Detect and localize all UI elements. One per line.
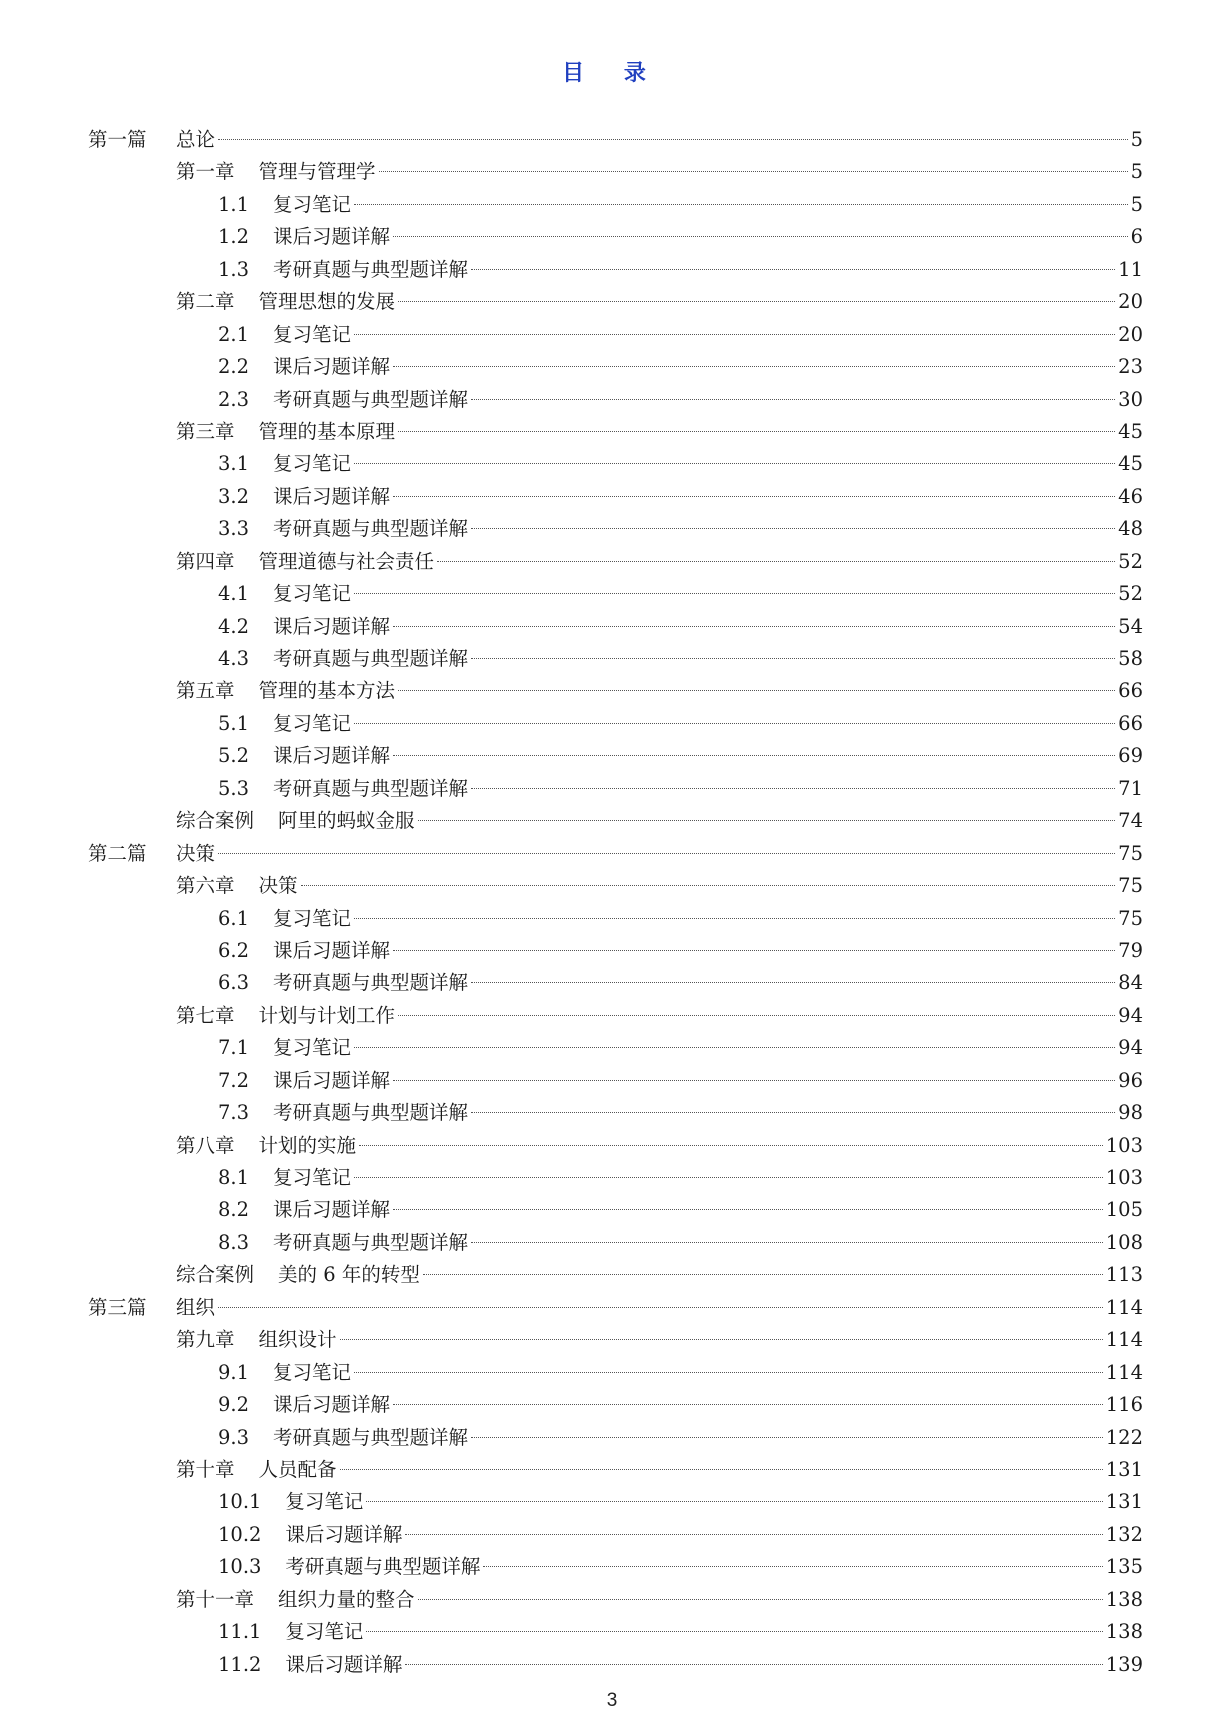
toc-entry-number: 8.3	[218, 1230, 250, 1254]
dot-leader	[354, 1047, 1115, 1048]
toc-entry-number: 5.1	[218, 711, 250, 735]
toc-entry[interactable]	[88, 1292, 1143, 1324]
dot-leader	[471, 1112, 1115, 1113]
toc-entry[interactable]	[88, 254, 1143, 286]
toc-entry-label: 复习笔记	[273, 711, 352, 735]
dot-leader	[218, 139, 1128, 140]
toc-entry[interactable]	[88, 1227, 1143, 1259]
toc-entry-label: 管理的基本原理	[258, 419, 396, 443]
toc-entry-number: 9.2	[218, 1393, 250, 1417]
toc-entry-label: 复习笔记	[273, 1360, 352, 1384]
dot-leader	[418, 1599, 1103, 1600]
toc-entry-number: 6.2	[218, 938, 250, 962]
toc-entry-page: 5	[1130, 192, 1143, 216]
toc-entry-page: 74	[1118, 809, 1143, 833]
toc-entry-page: 69	[1118, 744, 1143, 768]
toc-entry-number: 9.1	[218, 1360, 250, 1384]
toc-entry-label: 考研真题与典型题详解	[273, 387, 469, 411]
dot-leader	[366, 1501, 1102, 1502]
toc-entry-page: 45	[1118, 419, 1143, 443]
toc-entry-label: 课后习题详解	[273, 355, 391, 379]
toc-entry-label: 考研真题与典型题详解	[285, 1555, 481, 1579]
toc-entry-page: 96	[1118, 1068, 1143, 1092]
toc-entry-label: 课后习题详解	[273, 1198, 391, 1222]
toc-entry-label: 复习笔记	[273, 452, 352, 476]
toc-entry-page: 75	[1118, 906, 1143, 930]
toc-entry-number: 10.2	[218, 1522, 262, 1546]
dot-leader	[471, 269, 1115, 270]
toc-entry[interactable]	[88, 1032, 1143, 1064]
dot-leader	[354, 593, 1115, 594]
toc-entry-page: 138	[1105, 1587, 1143, 1611]
toc-entry-page: 103	[1105, 1133, 1143, 1157]
dot-leader	[471, 788, 1115, 789]
toc-entry-number: 8.2	[218, 1198, 250, 1222]
dot-leader	[340, 1339, 1103, 1340]
toc-entry[interactable]	[88, 1649, 1143, 1681]
toc-entry[interactable]	[88, 286, 1143, 318]
toc-entry-number: 第六章	[176, 874, 235, 898]
toc-entry[interactable]	[88, 1616, 1143, 1648]
toc-entry-page: 66	[1118, 711, 1143, 735]
toc-entry[interactable]	[88, 643, 1143, 675]
toc-entry-label: 复习笔记	[273, 1166, 352, 1189]
toc-entry-number: 9.3	[218, 1425, 250, 1449]
toc-entry[interactable]	[88, 319, 1143, 351]
toc-entry-number: 4.3	[218, 647, 250, 670]
toc-entry-label: 课后习题详解	[273, 1393, 391, 1417]
dot-leader	[471, 982, 1115, 983]
toc-entry-label: 组织力量的整合	[278, 1587, 415, 1611]
toc-entry-number: 10.1	[218, 1490, 262, 1514]
toc-entry[interactable]	[88, 1259, 1143, 1291]
toc-entry-number: 3.3	[218, 517, 250, 541]
toc-entry-number: 2.2	[218, 355, 250, 379]
toc-entry-number: 第七章	[176, 1003, 235, 1027]
toc-entry-number: 1.3	[218, 257, 250, 281]
toc-entry-label: 复习笔记	[285, 1620, 364, 1644]
toc-entry-page: 46	[1118, 484, 1143, 508]
toc-entry-number: 第二篇	[88, 841, 147, 865]
dot-leader	[418, 820, 1116, 821]
toc-entry[interactable]	[88, 1162, 1143, 1194]
toc-entry-number: 4.2	[218, 614, 250, 638]
toc-entry[interactable]	[88, 481, 1143, 513]
toc-entry-page: 116	[1105, 1393, 1143, 1417]
toc-entry-label: 复习笔记	[273, 582, 352, 606]
toc-entry[interactable]	[88, 189, 1143, 221]
toc-entry-label: 决策	[258, 874, 298, 898]
toc-entry-number: 8.1	[218, 1166, 250, 1189]
dot-leader	[471, 399, 1115, 400]
toc-entry-number: 第一篇	[88, 128, 147, 151]
toc-entry-page: 114	[1105, 1360, 1143, 1384]
toc-entry-label: 考研真题与典型题详解	[273, 647, 469, 670]
toc-entry-number: 1.1	[218, 192, 250, 216]
toc-entry-number: 7.3	[218, 1101, 250, 1125]
toc-entry-label: 管理与管理学	[258, 160, 376, 184]
toc-entry-label: 考研真题与典型题详解	[273, 1230, 469, 1254]
toc-entry[interactable]	[88, 903, 1143, 935]
dot-leader	[393, 1209, 1103, 1210]
toc-entry-page: 75	[1118, 841, 1143, 865]
toc-entry-number: 7.1	[218, 1036, 250, 1060]
toc-entry-page: 20	[1118, 322, 1143, 346]
toc-entry[interactable]	[88, 416, 1143, 448]
dot-leader	[340, 1469, 1103, 1470]
toc-entry[interactable]	[88, 675, 1143, 707]
toc-entry[interactable]	[88, 1584, 1143, 1616]
toc-entry-page: 138	[1105, 1620, 1143, 1644]
toc-entry-label: 考研真题与典型题详解	[273, 971, 469, 995]
toc-entry-label: 考研真题与典型题详解	[273, 1101, 469, 1125]
toc-entry-label: 阿里的蚂蚁金服	[278, 809, 415, 833]
toc-entry-page: 113	[1105, 1263, 1143, 1287]
toc-entry-number: 11.2	[218, 1652, 262, 1676]
dot-leader	[437, 561, 1115, 562]
toc-entry-label: 考研真题与典型题详解	[273, 517, 469, 541]
toc-entry-number: 第九章	[176, 1328, 235, 1352]
toc-entry[interactable]	[88, 1130, 1143, 1162]
toc-entry-label: 复习笔记	[273, 906, 352, 930]
dot-leader	[354, 1177, 1103, 1178]
dot-leader	[471, 658, 1115, 659]
dot-leader	[354, 918, 1115, 919]
toc-entry[interactable]	[88, 1065, 1143, 1097]
toc-entry[interactable]	[88, 1357, 1143, 1389]
toc-entry[interactable]	[88, 773, 1143, 805]
toc-entry-number: 第十章	[176, 1457, 235, 1481]
dot-leader	[405, 1534, 1102, 1535]
toc-entry-page: 135	[1105, 1555, 1143, 1579]
toc-entry-label: 考研真题与典型题详解	[273, 257, 469, 281]
toc-entry-label: 考研真题与典型题详解	[273, 776, 469, 800]
toc-entry-label: 考研真题与典型题详解	[273, 1425, 469, 1449]
dot-leader	[483, 1566, 1102, 1567]
toc-entry-page: 52	[1118, 582, 1143, 606]
dot-leader	[393, 1404, 1103, 1405]
toc-entry-page: 66	[1118, 679, 1143, 703]
toc-entry-page: 58	[1118, 647, 1143, 670]
toc-entry-page: 94	[1118, 1036, 1143, 1060]
toc-entry-number: 2.1	[218, 322, 250, 346]
toc-entry-number: 6.3	[218, 971, 250, 995]
dot-leader	[393, 950, 1115, 951]
toc-entry-number: 综合案例	[176, 1263, 255, 1287]
toc-entry[interactable]	[88, 448, 1143, 480]
toc-entry-page: 30	[1118, 387, 1143, 411]
toc-entry-page: 84	[1118, 971, 1143, 995]
toc-entry-number: 1.2	[218, 225, 250, 249]
toc-entry-page: 108	[1105, 1230, 1143, 1254]
toc-entry-label: 计划的实施	[258, 1133, 357, 1157]
dot-leader	[423, 1274, 1103, 1275]
toc-entry-label: 管理道德与社会责任	[258, 549, 435, 573]
toc-entry-number: 第十一章	[176, 1587, 255, 1611]
toc-entry-label: 课后习题详解	[285, 1522, 403, 1546]
dot-leader	[359, 1145, 1103, 1146]
dot-leader	[393, 626, 1115, 627]
toc-entry[interactable]	[88, 740, 1143, 772]
toc-entry-page: 6	[1130, 225, 1143, 249]
toc-entry-page: 20	[1118, 290, 1143, 314]
toc-entry-page: 45	[1118, 452, 1143, 476]
dot-leader	[354, 723, 1115, 724]
toc-entry-page: 48	[1118, 517, 1143, 541]
toc-entry[interactable]	[88, 838, 1143, 870]
toc-entry-label: 课后习题详解	[285, 1652, 403, 1676]
toc-entry-number: 3.1	[218, 452, 250, 476]
toc-entry-label: 课后习题详解	[273, 744, 391, 768]
toc-entry-page: 122	[1105, 1425, 1143, 1449]
toc-entry[interactable]	[88, 611, 1143, 643]
toc-entry-page: 114	[1105, 1295, 1143, 1319]
toc-entry-label: 决策	[176, 841, 216, 865]
toc-entry-page: 94	[1118, 1003, 1143, 1027]
toc-entry-number: 4.1	[218, 582, 250, 606]
toc-entry-page: 54	[1118, 614, 1143, 638]
toc-entry[interactable]	[88, 708, 1143, 740]
toc-entry-page: 114	[1105, 1328, 1143, 1352]
toc-entry[interactable]	[88, 156, 1143, 188]
toc-entry-page: 23	[1118, 355, 1143, 379]
toc-entry-page: 5	[1130, 160, 1143, 184]
toc-entry-number: 5.2	[218, 744, 250, 768]
dot-leader	[393, 1080, 1115, 1081]
toc-entry[interactable]	[88, 967, 1143, 999]
toc-entry-number: 第一章	[176, 160, 235, 184]
toc-entry[interactable]	[88, 805, 1143, 837]
toc-entry[interactable]	[88, 1551, 1143, 1583]
toc-entry-label: 复习笔记	[273, 1036, 352, 1060]
toc-entry-label: 计划与计划工作	[258, 1003, 396, 1027]
dot-leader	[366, 1631, 1102, 1632]
toc-entry[interactable]	[88, 1000, 1143, 1032]
toc-entry-page: 132	[1105, 1522, 1143, 1546]
toc-entry-label: 人员配备	[258, 1457, 337, 1481]
toc-entry[interactable]	[88, 578, 1143, 610]
toc-entry-page: 75	[1118, 874, 1143, 898]
dot-leader	[379, 171, 1128, 172]
toc-entry-page: 131	[1105, 1490, 1143, 1514]
toc-entry[interactable]	[88, 513, 1143, 545]
dot-leader	[354, 1372, 1103, 1373]
toc-entry-page: 103	[1105, 1166, 1143, 1189]
dot-leader	[354, 204, 1128, 205]
toc-entry-number: 第八章	[176, 1133, 235, 1157]
dot-leader	[471, 528, 1115, 529]
toc-entry[interactable]	[88, 546, 1143, 578]
toc-entry-number: 2.3	[218, 387, 250, 411]
toc-entry-label: 美的 6 年的转型	[278, 1263, 420, 1287]
toc-entry-label: 组织设计	[258, 1328, 337, 1352]
dot-leader	[393, 755, 1115, 756]
toc-entry-number: 第四章	[176, 549, 235, 573]
toc-entry-number: 3.2	[218, 484, 250, 508]
toc-entry-page: 98	[1118, 1101, 1143, 1125]
toc-entry[interactable]	[88, 1519, 1143, 1551]
toc-entry-page: 5	[1130, 128, 1143, 151]
dot-leader	[218, 1307, 1103, 1308]
toc-entry-label: 组织	[176, 1295, 216, 1319]
toc-entry[interactable]	[88, 935, 1143, 967]
toc-entry-page: 11	[1118, 257, 1143, 281]
toc-entry-label: 管理思想的发展	[258, 290, 396, 314]
toc-entry-label: 课后习题详解	[273, 484, 391, 508]
dot-leader	[354, 463, 1115, 464]
table-of-contents	[88, 124, 1143, 1681]
dot-leader	[393, 236, 1128, 237]
toc-title: 目 录	[562, 61, 662, 86]
toc-entry[interactable]	[88, 124, 1143, 156]
toc-entry-page: 131	[1105, 1457, 1143, 1481]
toc-entry-label: 复习笔记	[285, 1490, 364, 1514]
toc-entry[interactable]	[88, 1324, 1143, 1356]
toc-entry-label: 课后习题详解	[273, 938, 391, 962]
toc-entry-label: 管理的基本方法	[258, 679, 396, 703]
toc-entry-number: 11.1	[218, 1620, 262, 1644]
toc-entry[interactable]	[88, 1454, 1143, 1486]
dot-leader	[398, 301, 1115, 302]
toc-entry-number: 10.3	[218, 1555, 262, 1579]
toc-entry-number: 第三篇	[88, 1295, 147, 1319]
dot-leader	[393, 496, 1115, 497]
toc-entry-number: 第三章	[176, 419, 235, 443]
toc-entry[interactable]	[88, 384, 1143, 416]
toc-entry[interactable]	[88, 351, 1143, 383]
toc-entry-page: 71	[1118, 776, 1143, 800]
toc-entry[interactable]	[88, 1194, 1143, 1226]
dot-leader	[471, 1437, 1103, 1438]
dot-leader	[398, 1015, 1115, 1016]
toc-entry-number: 7.2	[218, 1068, 250, 1092]
toc-entry-number: 5.3	[218, 776, 250, 800]
toc-entry[interactable]	[88, 221, 1143, 253]
toc-entry-label: 课后习题详解	[273, 614, 391, 638]
toc-entry[interactable]	[88, 1097, 1143, 1129]
dot-leader	[398, 431, 1115, 432]
toc-entry-number: 第二章	[176, 290, 235, 314]
toc-entry[interactable]	[88, 1389, 1143, 1421]
dot-leader	[471, 1242, 1103, 1243]
dot-leader	[354, 334, 1115, 335]
toc-entry-page: 52	[1118, 549, 1143, 573]
dot-leader	[393, 366, 1115, 367]
dot-leader	[301, 885, 1116, 886]
toc-entry-page: 139	[1105, 1652, 1143, 1676]
toc-entry[interactable]	[88, 870, 1143, 902]
dot-leader	[218, 853, 1115, 854]
dot-leader	[398, 690, 1115, 691]
toc-entry-label: 课后习题详解	[273, 225, 391, 249]
page-number: 3	[606, 1690, 618, 1711]
toc-entry-number: 第五章	[176, 679, 235, 703]
toc-entry-label: 总论	[176, 128, 216, 151]
dot-leader	[405, 1664, 1102, 1665]
toc-entry-number: 综合案例	[176, 809, 255, 833]
toc-entry-label: 复习笔记	[273, 192, 352, 216]
toc-entry-page: 79	[1118, 938, 1143, 962]
toc-entry[interactable]	[88, 1422, 1143, 1454]
toc-entry-page: 105	[1105, 1198, 1143, 1222]
toc-entry-number: 6.1	[218, 906, 250, 930]
toc-entry[interactable]	[88, 1486, 1143, 1518]
toc-entry-label: 复习笔记	[273, 322, 352, 346]
toc-entry-label: 课后习题详解	[273, 1068, 391, 1092]
